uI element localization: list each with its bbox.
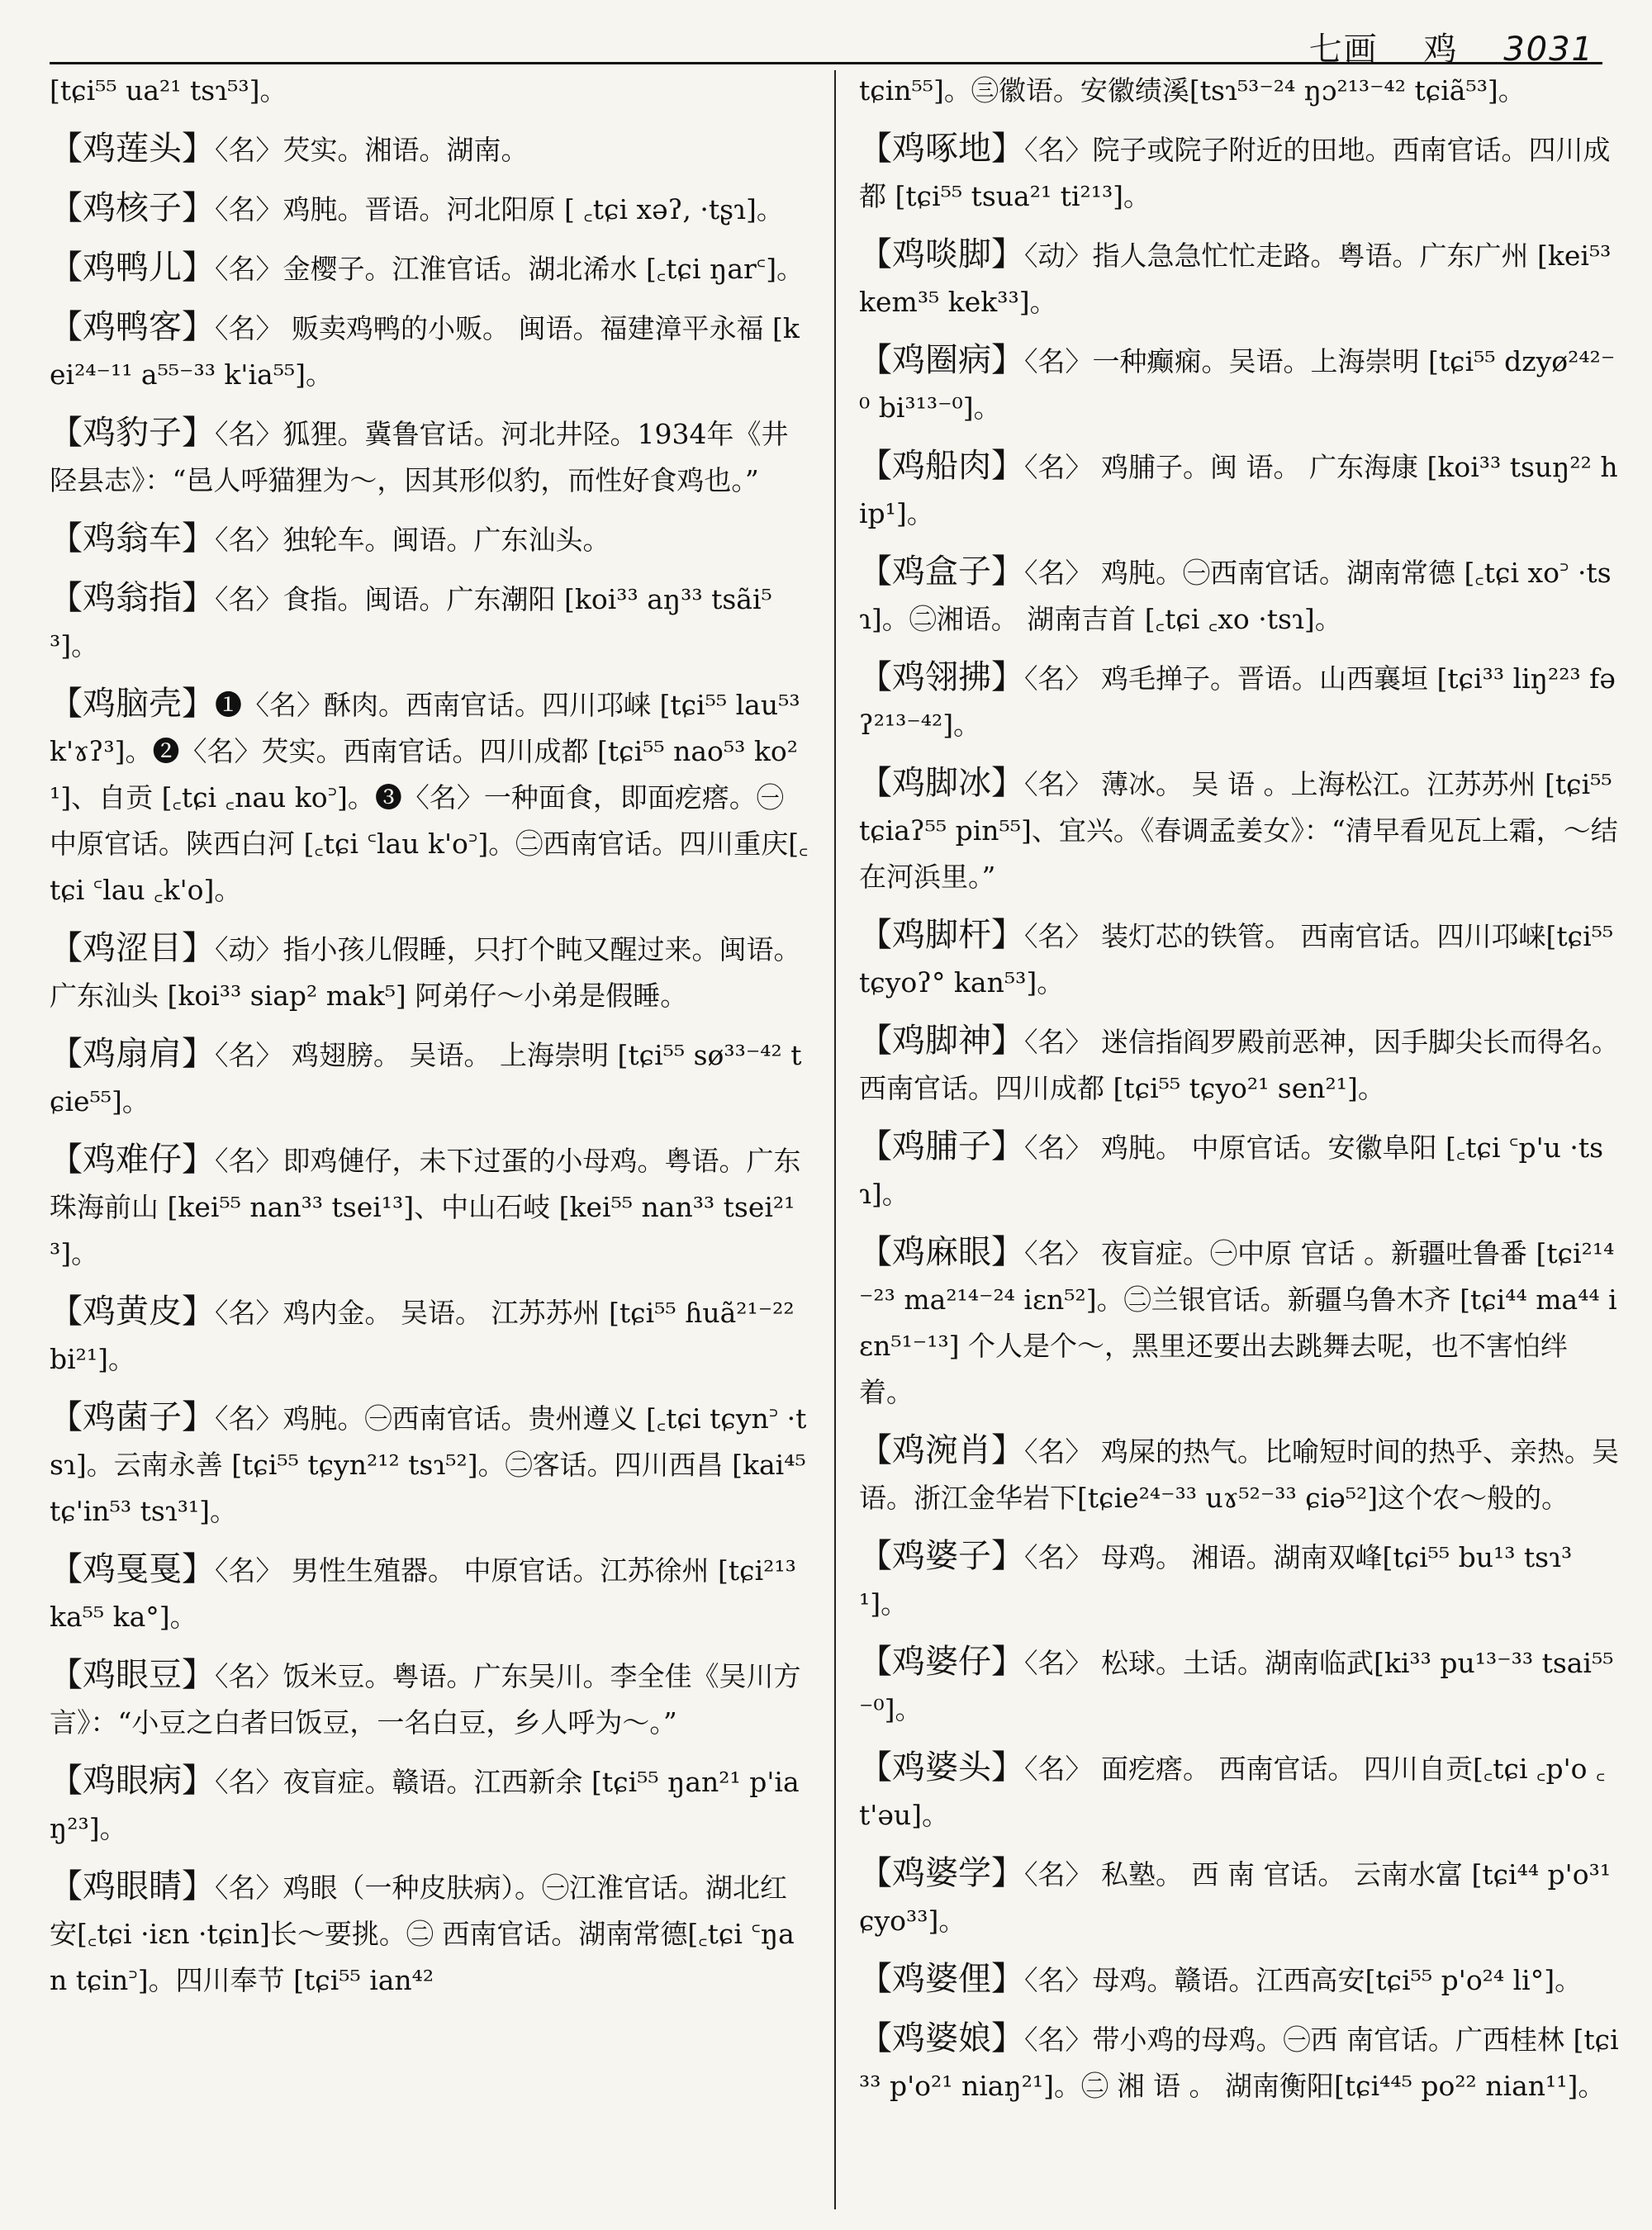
page-number: 3031 xyxy=(1503,31,1594,69)
dictionary-entry xyxy=(50,1652,809,1746)
headword: 【鸡婆子】 xyxy=(859,1537,1024,1575)
definition: 〈名〉 鸡肫。㊀西南官话。湖南常德 [꜀tɕi xo꜄ ·tsɿ]。㊁湘语。 湖南吉首 [꜀tɕi ꜀xo ·tsɿ]。 xyxy=(859,557,1612,635)
headword: 【鸡豹子】 xyxy=(50,414,215,452)
dictionary-entry xyxy=(859,1639,1619,1733)
definition: 〈名〉鸡内金。 吴语。 江苏苏州 [tɕi⁵⁵ ɦuã²¹⁻²² bi²¹]。 xyxy=(50,1297,795,1375)
headword: 【鸡翁指】 xyxy=(50,579,215,617)
definition: 〈名〉院子或院子附近的田地。西南官话。四川成都 [tɕi⁵⁵ tsua²¹ ti²¹³]。 xyxy=(859,134,1611,212)
dictionary-entry xyxy=(859,1850,1619,1944)
dictionary-entry xyxy=(859,1123,1619,1217)
definition: 〈名〉饭米豆。粤语。广东吴川。李全佳《吴川方言》：“小豆之白者曰饭豆，一名白豆，乡人呼为～。” xyxy=(50,1660,801,1739)
right-column xyxy=(859,68,1619,2121)
dictionary-entry xyxy=(859,126,1619,220)
dictionary-entry xyxy=(50,185,809,233)
definition: 〈名〉 迷信指阎罗殿前恶神，因手脚尖长而得名。西南官话。四川成都 [tɕi⁵⁵ tɕyo²¹ sen²¹]。 xyxy=(859,1026,1619,1104)
dictionary-entry xyxy=(50,126,809,173)
definition: 〈名〉母鸡。赣语。江西高安[tɕi⁵⁵ p'o²⁴ li°]。 xyxy=(1024,1964,1583,1996)
dictionary-entry xyxy=(50,1863,809,2004)
definition: 〈名〉 私塾。 西 南 官话。 云南水富 [tɕi⁴⁴ p'o³¹ ɕyo³³]。 xyxy=(859,1858,1612,1937)
headword: 【鸡鸭客】 xyxy=(50,308,215,346)
headword: 【鸡戛戛】 xyxy=(50,1550,215,1588)
dictionary-entry xyxy=(859,231,1619,325)
headword: 【鸡核子】 xyxy=(50,189,215,227)
definition: 〈名〉 装灯芯的铁管。 西南官话。四川邛崃[tɕi⁵⁵ tɕyoʔ° kan⁵³]。 xyxy=(859,920,1614,999)
headword: 【鸡婆仔】 xyxy=(859,1643,1024,1681)
definition: 〈名〉 母鸡。 湘语。湖南双峰[tɕi⁵⁵ bu¹³ tsɿ³¹]。 xyxy=(859,1541,1573,1620)
definition: 〈名〉金樱子。江淮官话。湖北浠水 [꜀tɕi ŋar꜂]。 xyxy=(215,253,805,285)
definition: 〈名〉带小鸡的母鸡。㊀西 南官话。广西桂林 [tɕi³³ p'o²¹ niaŋ²¹]。㊁ 湘 语 。 湖南衡阳[tɕi⁴⁴⁵ po²² nian¹¹]。 xyxy=(859,2024,1619,2102)
dictionary-entry xyxy=(859,1533,1619,1627)
dictionary-entry xyxy=(859,912,1619,1006)
headword: 【鸡圈病】 xyxy=(859,341,1024,379)
headword: 【鸡脚冰】 xyxy=(859,764,1024,802)
definition: 〈名〉 鸡毛掸子。晋语。山西襄垣 [tɕi³³ liŋ²²³ fəʔ²¹³⁻⁴²]。 xyxy=(859,662,1616,741)
dictionary-entry xyxy=(50,575,809,669)
headword: 【鸡脯子】 xyxy=(859,1127,1024,1165)
headword: 【鸡眼豆】 xyxy=(50,1656,215,1694)
dictionary-entry xyxy=(50,1288,809,1383)
headword: 【鸡黄皮】 xyxy=(50,1293,215,1331)
definition: 〈名〉 男性生殖器。 中原官话。江苏徐州 [tɕi²¹³ ka⁵⁵ ka°]。 xyxy=(50,1554,796,1633)
dictionary-entry xyxy=(50,1758,809,1852)
continuation-text: tɕin⁵⁵]。㊂徽语。安徽绩溪[tsɿ⁵³⁻²⁴ ŋɔ²¹³⁻⁴² tɕiã⁵³]。 xyxy=(859,74,1526,107)
definition: 〈名〉鸡肫。晋语。河北阳原 [ ꜀tɕi xəʔ, ·tʂɿ]。 xyxy=(215,193,784,225)
radical: 鸡 xyxy=(1423,31,1459,69)
headword: 【鸡莲头】 xyxy=(50,130,215,168)
dictionary-entry xyxy=(50,1136,809,1277)
headword: 【鸡船肉】 xyxy=(859,447,1024,485)
headword: 【鸡难仔】 xyxy=(50,1141,215,1179)
headword: 【鸡涩目】 xyxy=(50,929,215,967)
dictionary-entry xyxy=(859,1744,1619,1839)
dictionary-entry xyxy=(859,1018,1619,1112)
definition: 〈名〉 松球。土话。湖南临武[ki³³ pu¹³⁻³³ tsai⁵⁵⁻⁰]。 xyxy=(859,1647,1614,1725)
dictionary-entry xyxy=(50,1031,809,1125)
headword: 【鸡翁车】 xyxy=(50,520,215,558)
headword: 【鸡菌子】 xyxy=(50,1398,215,1436)
running-head xyxy=(1276,23,1594,70)
definition: 〈名〉独轮车。闽语。广东汕头。 xyxy=(215,524,610,556)
definition: 〈名〉 面疙瘩。 西南官话。 四川自贡[꜀tɕi ꜀p'o ꜀t'əu]。 xyxy=(859,1753,1606,1831)
definition: 〈名〉 鸡屎的热气。比喻短时间的热乎、亲热。吴语。浙江金华岩下[tɕie²⁴⁻³³ uɤ⁵²⁻³³ ɕiə⁵²]这个农～般的。 xyxy=(859,1435,1619,1514)
dictionary-entry xyxy=(859,1229,1619,1416)
dictionary-entry xyxy=(50,1394,809,1535)
dictionary-entry xyxy=(859,337,1619,431)
dictionary-entry xyxy=(859,1956,1619,2004)
stroke-count: 七画 xyxy=(1308,31,1379,69)
headword: 【鸡翎拂】 xyxy=(859,658,1024,696)
continuation-text: [tɕi⁵⁵ ua²¹ tsɿ⁵³]。 xyxy=(50,74,287,107)
headword: 【鸡婆俚】 xyxy=(859,1960,1024,1998)
definition: 〈名〉 鸡翅膀。 吴语。 上海崇明 [tɕi⁵⁵ sø³³⁻⁴² tɕie⁵⁵]。 xyxy=(50,1039,802,1117)
headword: 【鸡婆学】 xyxy=(859,1854,1024,1892)
headword: 【鸡盒子】 xyxy=(859,553,1024,591)
headword: 【鸡扇肩】 xyxy=(50,1035,215,1073)
definition: 〈名〉 夜盲症。㊀中原 官话 。新疆吐鲁番 [tɕi²¹⁴⁻²³ ma²¹⁴⁻²⁴ iɛn⁵²]。㊁兰银官话。新疆乌鲁木齐 [tɕi⁴⁴ ma⁴⁴ iɛn⁵¹⁻¹³] 个人是个～，黑里还要出去跳舞去呢，也不害怕绊着。 xyxy=(859,1237,1617,1408)
dictionary-entry xyxy=(50,244,809,292)
definition: 〈名〉 鸡肫。 中原官话。安徽阜阳 [꜀tɕi ꜂p'u ·tsɿ]。 xyxy=(859,1132,1604,1210)
dictionary-entry xyxy=(859,443,1619,537)
dictionary-entry xyxy=(859,548,1619,643)
dictionary-entry xyxy=(859,1427,1619,1521)
dictionary-entry xyxy=(50,925,809,1019)
headword: 【鸡鸭儿】 xyxy=(50,249,215,287)
definition: ❶〈名〉酥肉。西南官话。四川邛崃 [tɕi⁵⁵ lau⁵³ k'ɤʔ³]。❷〈名〉芡实。西南官话。四川成都 [tɕi⁵⁵ nao⁵³ ko²¹]、自贡 [꜀tɕi ꜀nau ko꜄]。❸〈名〉一种面食，即面疙瘩。㊀中原官话。陕西白河 [꜀tɕi ꜂lau k'o꜄]。㊁西南官话。四川重庆[꜀tɕi ꜂lau ꜀k'o]。 xyxy=(50,689,809,906)
definition: 〈名〉鸡眼（一种皮肤病）。㊀江淮官话。湖北红安[꜀tɕi ·iɛn ·tɕin]长～要挑。㊁ 西南官话。湖南常德[꜀tɕi ꜂ŋan tɕin꜄]。四川奉节 [tɕi⁵⁵ ian⁴² xyxy=(50,1872,795,1996)
definition: 〈动〉指人急急忙忙走路。粤语。广东广州 [kei⁵³ kem³⁵ kek³³]。 xyxy=(859,240,1612,318)
dictionary-entry xyxy=(50,681,809,913)
headword: 【鸡脚神】 xyxy=(859,1022,1024,1060)
headword: 【鸡婆头】 xyxy=(859,1748,1024,1786)
headword: 【鸡啄地】 xyxy=(859,130,1024,168)
dictionary-entry xyxy=(859,654,1619,748)
column-divider xyxy=(834,70,836,2209)
definition: 〈名〉 薄冰。 吴 语 。上海松江。江苏苏州 [tɕi⁵⁵ tɕiaʔ⁵⁵ pin⁵⁵]、宜兴。《春调孟姜女》：“清早看见瓦上霜，～结在河浜里。” xyxy=(859,768,1618,893)
headword: 【鸡啖脚】 xyxy=(859,235,1024,273)
dictionary-entry xyxy=(859,2015,1619,2109)
headword: 【鸡眼病】 xyxy=(50,1762,215,1800)
definition: 〈名〉食指。闽语。广东潮阳 [koi³³ aŋ³³ tsãi⁵³]。 xyxy=(50,583,772,662)
headword: 【鸡婆娘】 xyxy=(859,2019,1024,2057)
headword: 【鸡脑壳】 xyxy=(50,685,215,723)
definition: 〈名〉鸡肫。㊀西南官话。贵州遵义 [꜀tɕi tɕyn꜄ ·tsɿ]。云南永善 [tɕi⁵⁵ tɕyn²¹² tsɿ⁵²]。㊁客话。四川西昌 [kai⁴⁵ tɕ'in⁵³ tsɿ³¹]。 xyxy=(50,1402,807,1527)
dictionary-entry xyxy=(859,760,1619,900)
dictionary-entry xyxy=(50,410,809,504)
headword: 【鸡涴肖】 xyxy=(859,1431,1024,1469)
definition: 〈动〉指小孩儿假睡，只打个盹又醒过来。闽语。广东汕头 [koi³³ siap² mak⁵] 阿弟仔～小弟是假睡。 xyxy=(50,933,801,1012)
definition: 〈名〉狐狸。冀鲁官话。河北井陉。1934年《井陉县志》：“邑人呼猫狸为～，因其形似豹，而性好食鸡也。” xyxy=(50,418,789,496)
definition: 〈名〉 鸡脯子。闽 语。 广东海康 [koi³³ tsuŋ²² hip¹]。 xyxy=(859,451,1618,529)
left-column xyxy=(50,68,809,2015)
dictionary-entry xyxy=(50,1546,809,1640)
definition: 〈名〉一种癫痫。吴语。上海崇明 [tɕi⁵⁵ dzyø²⁴²⁻⁰ bi³¹³⁻⁰]。 xyxy=(859,345,1616,424)
headword: 【鸡麻眼】 xyxy=(859,1233,1024,1271)
definition: 〈名〉夜盲症。赣语。江西新余 [tɕi⁵⁵ ŋan²¹ p'iaŋ²³]。 xyxy=(50,1766,800,1844)
headword: 【鸡眼睛】 xyxy=(50,1867,215,1905)
definition: 〈名〉即鸡僆仔，未下过蛋的小母鸡。粤语。广东珠海前山 [kei⁵⁵ nan³³ tsei¹³]、中山石岐 [kei⁵⁵ nan³³ tsei²¹³]。 xyxy=(50,1145,801,1269)
dictionary-entry xyxy=(50,515,809,563)
dictionary-entry xyxy=(50,304,809,398)
definition: 〈名〉 贩卖鸡鸭的小贩。 闽语。福建漳平永福 [kei²⁴⁻¹¹ a⁵⁵⁻³³ k'ia⁵⁵]。 xyxy=(50,312,800,391)
headword: 【鸡脚杆】 xyxy=(859,916,1024,954)
definition: 〈名〉芡实。湘语。湖南。 xyxy=(215,134,529,166)
page-header xyxy=(50,17,1602,69)
